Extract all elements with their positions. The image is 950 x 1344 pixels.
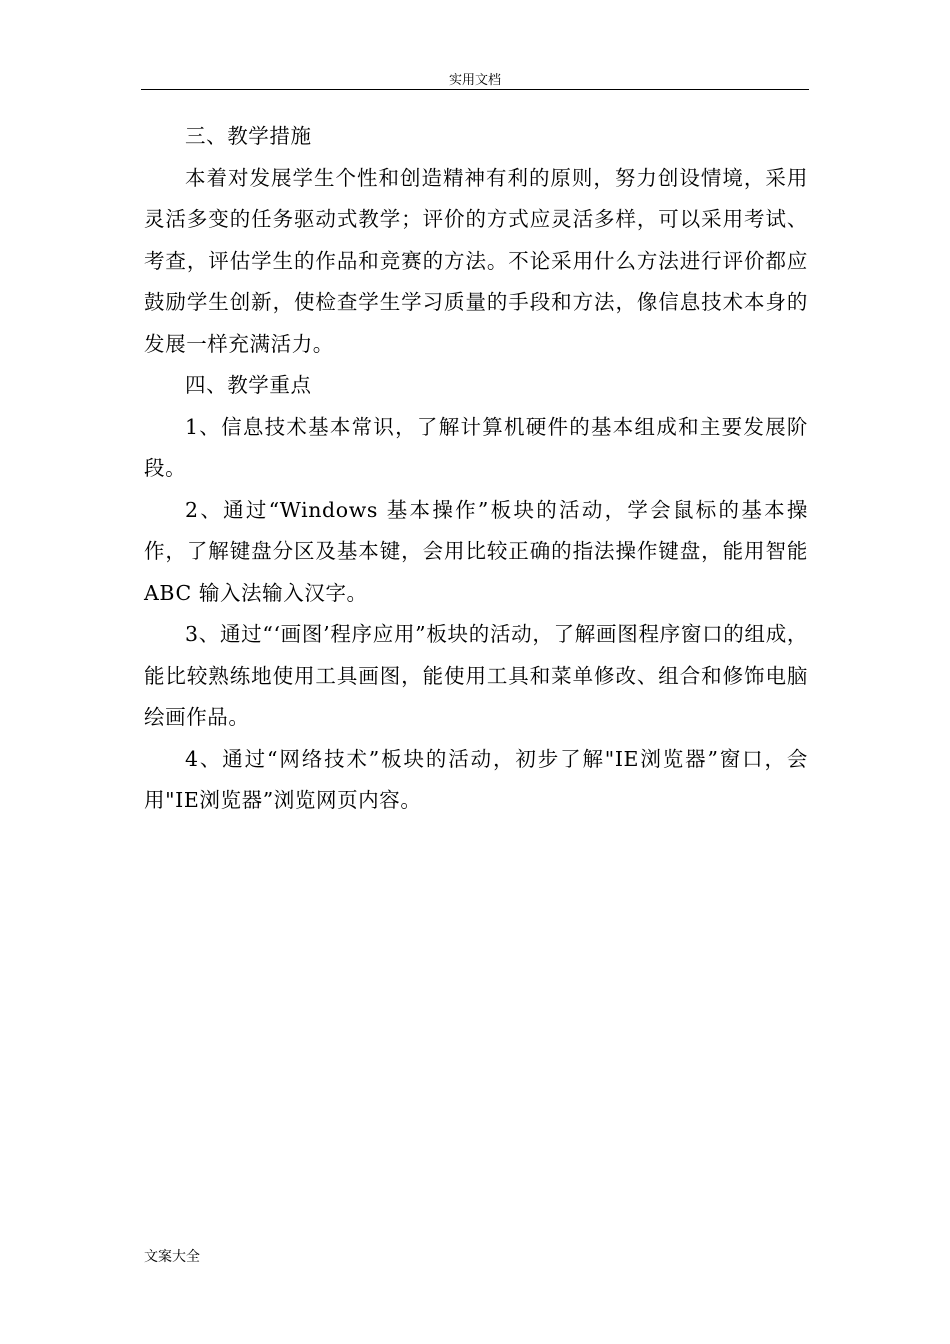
section-heading-teaching-measures: 三、教学措施 bbox=[185, 124, 312, 148]
focus-item-1: 1、信息技术基本常识，了解计算机硬件的基本组成和主要发展阶段。 bbox=[144, 414, 808, 480]
focus-item-4: 4、通过“网络技术”板块的活动，初步了解"IE浏览器”窗口，会用"IE浏览器”浏览网页内容。 bbox=[144, 746, 808, 812]
header-rule bbox=[141, 89, 809, 90]
page-footer: 文案大全 bbox=[144, 1249, 200, 1265]
paragraph-teaching-measures: 本着对发展学生个性和创造精神有利的原则，努力创设情境，采用灵活多变的任务驱动式教学；评价的方式应灵活多样，可以采用考试、考查，评估学生的作品和竞赛的方法。不论采用什么方法进行评价都应鼓励学生创新，使检查学生学习质量的手段和方法，像信息技术本身的发展一样充满活力。 bbox=[144, 165, 808, 356]
focus-item-2: 2、通过“Windows 基本操作”板块的活动，学会鼠标的基本操作，了解键盘分区及基本键，会用比较正确的指法操作键盘，能用智能ABC 输入法输入汉字。 bbox=[144, 497, 808, 605]
document-body bbox=[144, 116, 808, 822]
section-heading-teaching-focus: 四、教学重点 bbox=[185, 373, 312, 397]
focus-item-3: 3、通过“‘画图’程序应用”板块的活动，了解画图程序窗口的组成，能比较熟练地使用工具画图，能使用工具和菜单修改、组合和修饰电脑绘画作品。 bbox=[144, 622, 808, 729]
page-header: 实用文档 bbox=[448, 73, 501, 88]
